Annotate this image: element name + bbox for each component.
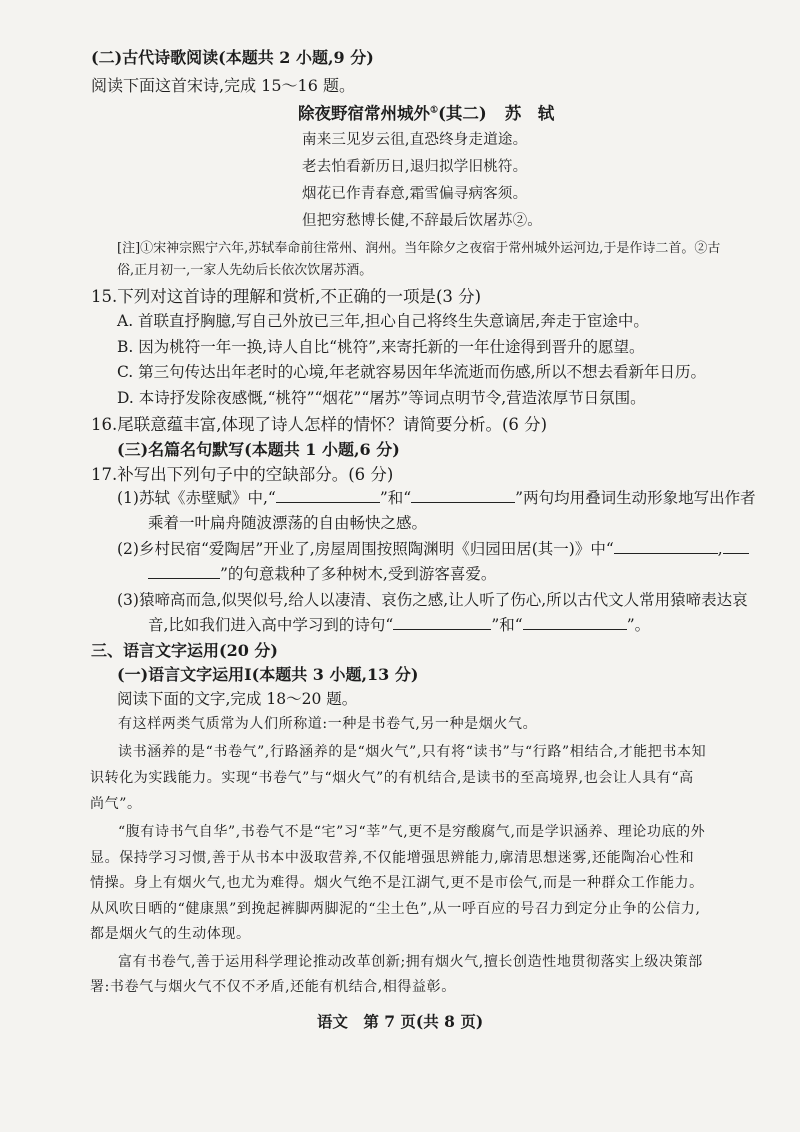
question-17-item-3: (3)猿啼高而急,似哭似号,给人以凄清、哀伤之感,让人听了伤心,所以古代文人常用猿啼表达哀 [117,591,748,609]
item-text: (2)乡村民宿“爱陶居”开业了,房屋周围按照陶渊明《归园田居(其一)》中“ [117,540,614,558]
item-text: ”的句意栽种了多种树木,受到游客喜爱。 [220,565,497,583]
item-text: ”和“ [379,489,412,507]
item-text: ”两句均用叠词生动形象地写出作者 [515,489,756,507]
passage-line: “腹有诗书气自华”,书卷气不是“宅”习“莘”气,更不是穷酸腐气,而是学识涵养、理论功底的外 [118,824,706,840]
passage-line: 显。保持学习习惯,善于从书本中汲取营养,不仅能增强思辨能力,廓清思想迷雾,还能陶冶心性和 [90,850,695,866]
language-instruction: 阅读下面的文字,完成 18～20 题。 [117,690,358,708]
question-15-option-d: D. 本诗抒发除夜感慨,“桃符”“烟花”“屠苏”等词点明节令,营造浓厚节日氛围。 [117,389,646,407]
answer-blank[interactable] [148,564,220,579]
question-17-item-2 [117,537,749,559]
question-16: 16.尾联意蕴丰富,体现了诗人怎样的情怀？请简要分析。(6 分) [91,415,548,434]
poem-line: 但把穷愁博长健,不辞最后饮屠苏②。 [302,213,543,229]
section-heading-dictation: (三)名篇名句默写(本题共 1 小题,6 分) [117,440,400,459]
question-15-option-a: A. 首联直抒胸臆,写自己外放已三年,担心自己将终生失意谪居,奔走于宦途中。 [117,312,649,330]
passage-line: 署:书卷气与烟火气不仅不矛盾,还能有机结合,相得益彰。 [90,979,456,995]
poem-line: 南来三见岁云徂,直恐终身走道途。 [302,132,528,148]
section-heading-language: 三、语言文字运用(20 分) [91,641,278,660]
poem-title: 除夜野宿常州城外 [298,104,430,123]
poetry-instruction: 阅读下面这首宋诗,完成 15～16 题。 [91,76,355,95]
item-text: , [717,540,723,558]
question-17-stem: 17.补写出下列句子中的空缺部分。(6 分) [91,465,394,484]
section-heading-language-1: (一)语言文字运用Ⅰ(本题共 3 小题,13 分) [117,665,419,684]
item-text: (1)苏轼《赤壁赋》中,“ [117,489,276,507]
question-17-item-1 [117,486,756,508]
poem-title-line [298,100,554,124]
question-17-item-1-cont: 乘着一叶扁舟随波漂荡的自由畅快之感。 [148,514,428,532]
question-17-item-3-cont [148,613,650,635]
passage-line: 识转化为实践能力。实现“书卷气”与“烟火气”的有机结合,是读书的至高境界,也会让人具有“高 [90,770,694,786]
page-footer: 语文 第 7 页(共 8 页) [316,1012,484,1031]
poem-author: 苏 轼 [504,104,555,123]
item-text: 音,比如我们进入高中学习到的诗句“ [148,616,394,634]
question-15-option-c: C. 第三句传达出年老时的心境,年老就容易因年华流逝而伤感,所以不想去看新年日历。 [117,363,707,381]
answer-blank[interactable] [276,488,380,503]
passage-line: 情操。身上有烟火气,也尤为难得。烟火气绝不是江湖气,更不是市侩气,而是一种群众工作能力。 [90,875,704,891]
poem-line: 烟花已作青春意,霜雪偏寻病客须。 [302,186,528,202]
question-17-item-2-cont [148,562,496,584]
poem-note-mark: ① [430,105,439,116]
item-text: ”。 [626,616,651,634]
passage-line: 富有书卷气,善于运用科学理论推动改革创新;拥有烟火气,擅长创造性地贯彻落实上级决策部 [118,954,703,970]
passage-line: 读书涵养的是“书卷气”,行路涵养的是“烟火气”,只有将“读书”与“行路”相结合,才能把书本知 [118,744,707,760]
passage-line: 有这样两类气质常为人们所称道:一种是书卷气,另一种是烟火气。 [118,716,538,732]
answer-blank[interactable] [393,615,491,630]
section-heading-poetry: (二)古代诗歌阅读(本题共 2 小题,9 分) [91,48,374,67]
poem-note: 俗,正月初一,一家人先幼后长依次饮屠苏酒。 [117,263,373,278]
question-15-stem: 15.下列对这首诗的理解和赏析,不正确的一项是(3 分) [91,287,482,306]
poem-line: 老去怕看新历日,退归拟学旧桃符。 [302,159,528,175]
passage-line: 都是烟火气的生动体现。 [90,926,251,942]
answer-blank[interactable] [411,488,515,503]
passage-line: 从风吹日晒的“健康黑”到挽起裤脚两脚泥的“尘土色”,从一呼百应的号召力到定分止争的公信力, [90,901,701,917]
item-text: ”和“ [491,616,523,634]
passage-line: 尚气”。 [90,796,142,812]
poem-part: (其二) [438,104,487,123]
question-15-option-b: B. 因为桃符一年一换,诗人自比“桃符”,来寄托新的一年仕途得到晋升的愿望。 [117,338,645,356]
answer-blank[interactable] [523,615,627,630]
poem-note: [注]①宋神宗熙宁六年,苏轼奉命前往常州、润州。当年除夕之夜宿于常州城外运河边,于是作诗二首。②古 [117,241,721,256]
answer-blank[interactable] [723,539,749,554]
answer-blank[interactable] [614,539,718,554]
